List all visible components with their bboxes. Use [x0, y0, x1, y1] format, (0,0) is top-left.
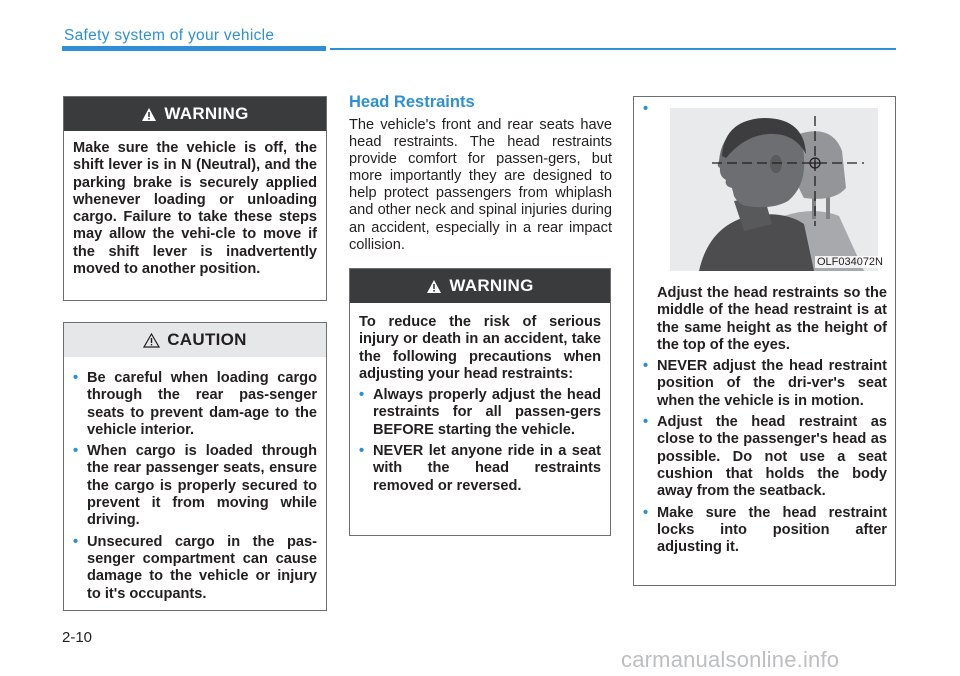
bullet-icon: •	[359, 387, 365, 404]
header-rule	[330, 48, 896, 50]
warning-box-loading	[63, 96, 327, 301]
bullet-icon: •	[73, 443, 79, 460]
caution-item: • Unsecured cargo in the pas-senger compartment can cause damage to the vehicle or injury to it's occupants.	[73, 533, 317, 602]
warning-item: • Always properly adjust the head restraints for all passen-gers BEFORE starting the vehicle.	[359, 387, 601, 438]
bullet-icon: •	[643, 101, 649, 117]
warning-label: WARNING	[164, 104, 249, 123]
bullet-icon: •	[73, 533, 79, 550]
header-accent-bar	[62, 46, 326, 51]
warning-text: Make sure the vehicle is off, the shift lever is in N (Neutral), and the parking brake is securely applied whenever loading or unloading cargo. Failure to take these steps may allow the vehi-cle to move if the shift lever is inadvertently moved to another position.	[73, 140, 317, 278]
panel-item: • NEVER adjust the head restraint position of the dri-ver's seat when the vehicle is in motion.	[643, 358, 887, 409]
caution-body	[64, 357, 326, 615]
caution-header	[64, 323, 326, 357]
warning-intro: To reduce the risk of serious injury or death in an accident, take the following precautions when adjusting your head restraints:	[359, 314, 601, 382]
panel-item: • Make sure the head restraint locks into position after adjusting it.	[643, 504, 887, 556]
caution-item: • When cargo is loaded through the rear passenger seats, ensure the cargo is properly secured to prevent it from moving while driving.	[73, 443, 317, 529]
warning-box-head-restraints	[349, 268, 611, 536]
panel-item: • Adjust the head restraint as close to the passenger's head as possible. Do not use a seat cushion that holds the body away from the seatback.	[643, 414, 887, 500]
warning-triangle-icon	[141, 107, 157, 122]
caution-box	[63, 322, 327, 611]
warning-item: • NEVER let anyone ride in a seat with the head restraints removed or reversed.	[359, 443, 601, 494]
bullet-icon: •	[359, 443, 365, 460]
warning-label: WARNING	[449, 276, 534, 295]
warning-triangle-icon	[426, 279, 442, 294]
page-header-title: Safety system of your vehicle	[64, 27, 275, 44]
bullet-icon: •	[643, 504, 649, 521]
bullet-icon: •	[73, 370, 79, 386]
head-restraint-diagram	[664, 106, 888, 271]
caution-item: • Be careful when loading cargo through the rear pas-senger seats to prevent dam-age to the vehicle interior.	[73, 370, 317, 438]
right-panel-body	[634, 277, 896, 568]
section-title: Head Restraints	[349, 93, 475, 111]
bullet-icon: •	[643, 358, 649, 375]
image-code: OLF034072N	[816, 256, 883, 268]
head-restraint-illustration	[664, 106, 888, 271]
watermark: carmanualsonline.info	[621, 647, 840, 672]
bullet-icon: •	[643, 414, 649, 431]
warning-header	[64, 97, 326, 131]
page-number: 2-10	[62, 629, 93, 646]
section-body: The vehicle's front and rear seats have head restraints. The head restraints provide comfort for passen-gers, but more importantly they are designed to help protect passengers from whiplash and other neck and spinal injuries during an accident, especially in a rear impact collision.	[349, 117, 612, 253]
caution-label: CAUTION	[167, 330, 247, 349]
warning-body	[350, 303, 610, 507]
caution-triangle-icon	[143, 333, 160, 348]
panel-item: Adjust the head restraints so the middle of the head restraint is at the same height as the height of the top of the eyes.	[657, 285, 887, 353]
warning-header	[350, 269, 610, 303]
